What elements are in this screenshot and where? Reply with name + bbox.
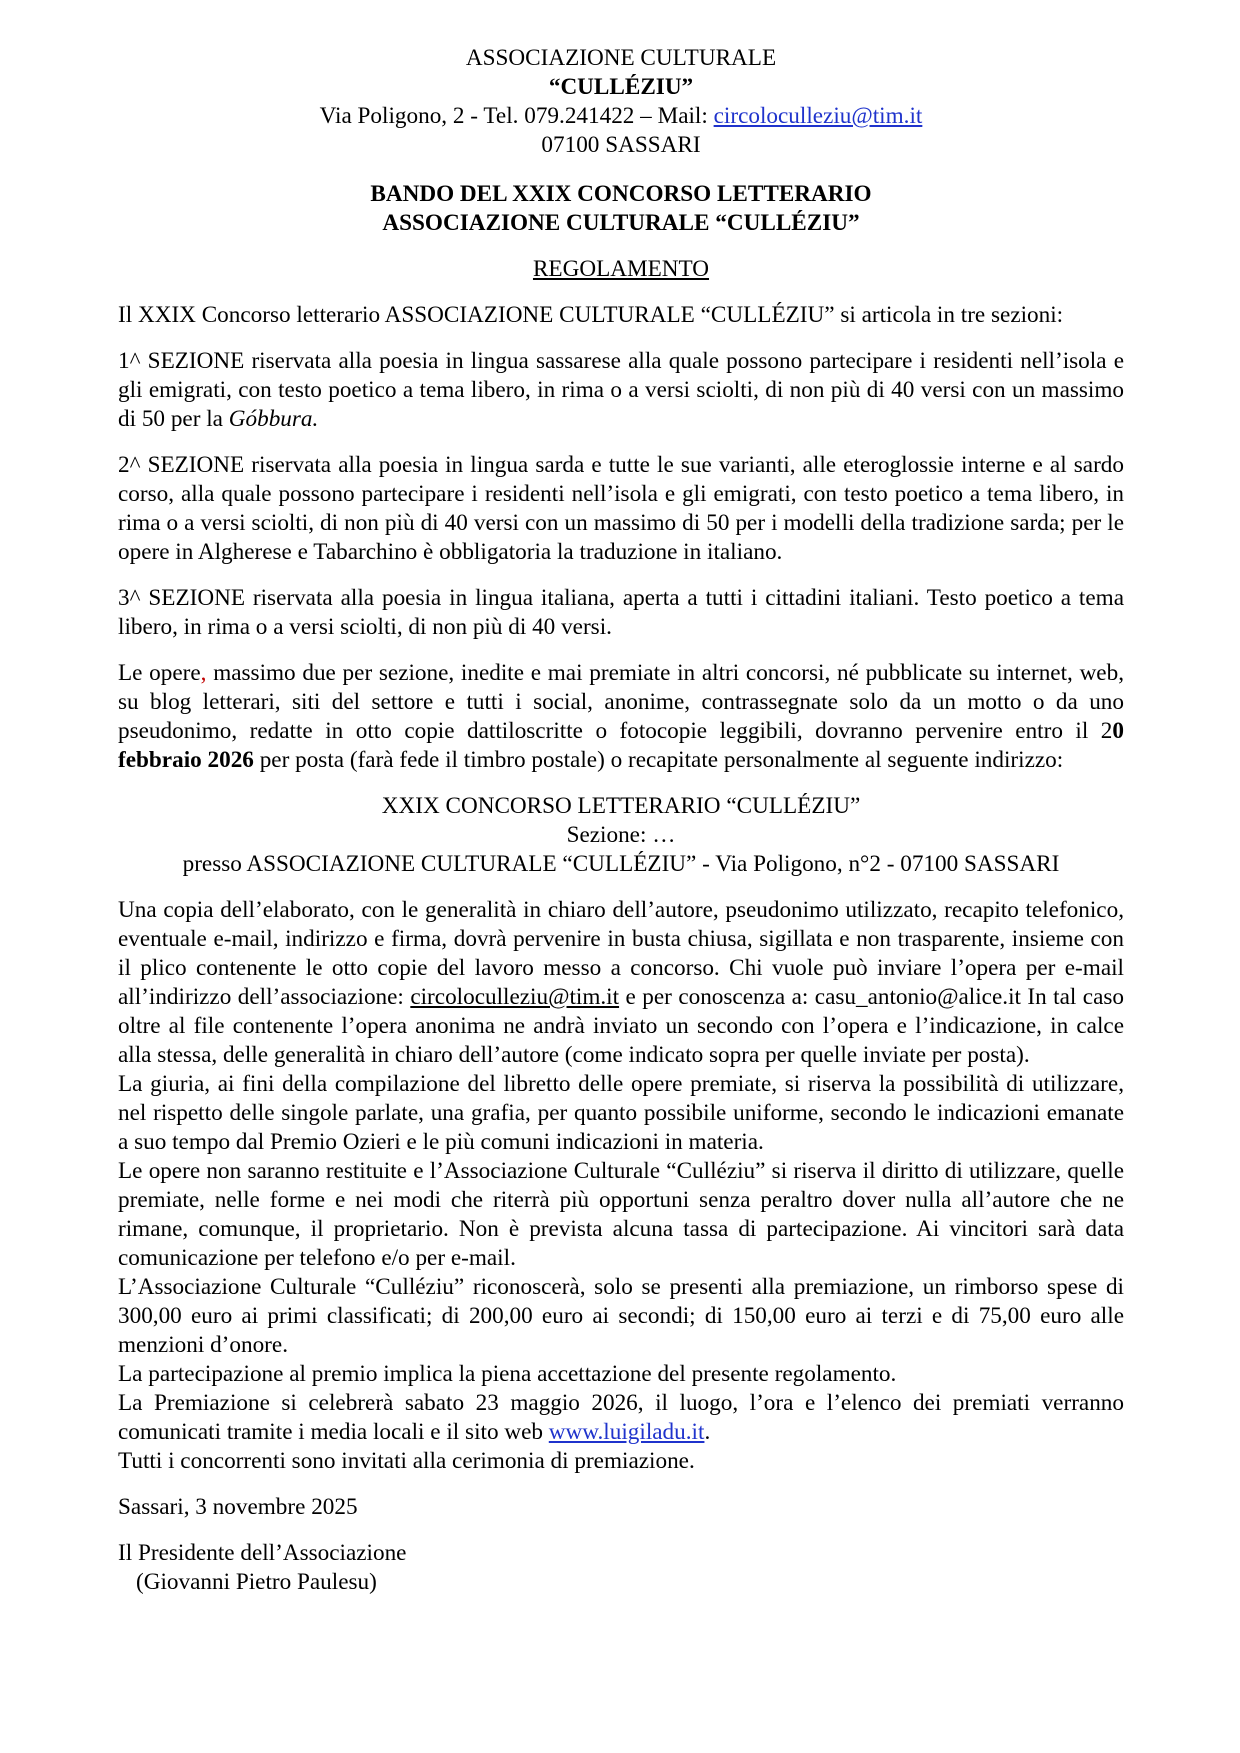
address-line-1: XXIX CONCORSO LETTERARIO “CULLÉZIU” <box>381 793 861 819</box>
red-comma: , <box>200 660 207 686</box>
ceremony-paragraph <box>118 1389 1124 1447</box>
place-date: Sassari, 3 novembre 2025 <box>118 1494 358 1520</box>
signature-name: (Giovanni Pietro Paulesu) <box>136 1569 377 1595</box>
signature-role: Il Presidente dell’Associazione <box>118 1540 407 1566</box>
title-line-2: ASSOCIAZIONE CULTURALE “CULLÉZIU” <box>382 210 860 236</box>
letterhead <box>118 44 1124 160</box>
submission-text-b: massimo due per sezione, inedite e mai premiate in altri concorsi, né pubblicate su internet, web, su blog letterari, siti del settore e tutti i social, anonime, contrassegnate solo da un motto o da uno pseudonimo, redatte in otto copie dattiloscritte o fotocopie leggibili, dovranno pervenire entro il 2 <box>118 660 1124 744</box>
section-2-paragraph: 2^ SEZIONE riservata alla poesia in lingua sarda e tutte le sue varianti, alle eteroglossie interne e al sardo corso, alla quale possono partecipare i residenti nell’isola e gli emigrati, con testo poetico a tema libero, in rima o a versi sciolti, di non più di 40 versi con un massimo di 50 per i modelli della tradizione sarda; per le opere in Algherese e Tabarchino è obbligatoria la traduzione in italiano. <box>118 452 1124 565</box>
intro-paragraph: Il XXIX Concorso letterario ASSOCIAZIONE CULTURALE “CULLÉZIU” si articola in tre sezioni: <box>118 302 1064 328</box>
section-1-text: 1^ SEZIONE riservata alla poesia in lingua sassarese alla quale possono partecipare i residenti nell’isola e gli emigrati, con testo poetico a tema libero, in rima o a versi sciolti, di non più di 40 versi con un massimo di 50 per la <box>118 348 1124 432</box>
jury-paragraph: La giuria, ai fini della compilazione del libretto delle opere premiate, si riserva la possibilità di utilizzare, nel rispetto delle singole parlate, una grafia, per quanto possibile uniforme, secondo le indicazioni emanate a suo tempo dal Premio Ozieri e le più comuni indicazioni in materia. <box>118 1071 1124 1155</box>
gobbura-term: Góbbura. <box>228 406 319 432</box>
website-link[interactable]: www.luigiladu.it <box>548 1419 705 1445</box>
association-email-link[interactable]: circoloculleziu@tim.it <box>410 984 620 1010</box>
contact-line <box>118 102 1124 131</box>
org-name: “CULLÉZIU” <box>548 74 694 100</box>
copy-text-b: e per conoscenza a: casu_antonio@alice.it In tal caso oltre al file contenente l’opera anonima ne andrà inviato un secondo con l’opera e l’indicazione, in calce alla stessa, delle generalità in chiaro dell’autore (come indicato sopra per quelle inviate per posta). <box>118 984 1124 1068</box>
email-link[interactable]: circoloculleziu@tim.it <box>713 103 923 129</box>
section-3-paragraph: 3^ SEZIONE riservata alla poesia in lingua italiana, aperta a tutti i cittadini italiani. Testo poetico a tema libero, in rima o a versi sciolti, di non più di 40 versi. <box>118 585 1124 640</box>
section-1-paragraph <box>118 347 1124 434</box>
copy-paragraph <box>118 896 1124 1070</box>
submission-text-a: Le opere <box>118 660 201 686</box>
reimbursement-paragraph: L’Associazione Culturale “Culléziu” riconoscerà, solo se presenti alla premiazione, un rimborso spese di 300,00 euro ai primi classificati; di 200,00 euro ai secondi; di 150,00 euro ai terzi e di 75,00 euro alle menzioni d’onore. <box>118 1274 1124 1358</box>
address-line-2: Sezione: … <box>566 822 676 848</box>
address-line-3: presso ASSOCIAZIONE CULTURALE “CULLÉZIU” - Via Poligono, n°2 - 07100 SASSARI <box>182 851 1060 877</box>
regolamento-text: REGOLAMENTO <box>532 256 710 282</box>
acceptance-paragraph: La partecipazione al premio implica la piena accettazione del presente regolamento. <box>118 1361 897 1387</box>
submission-text-c: per posta (farà fede il timbro postale) o recapitate personalmente al seguente indirizzo: <box>253 747 1064 773</box>
invitation-paragraph: Tutti i concorrenti sono invitati alla cerimonia di premiazione. <box>118 1448 695 1474</box>
rights-paragraph: Le opere non saranno restituite e l’Associazione Culturale “Culléziu” si riserva il diritto di utilizzare, quelle premiate, nelle forme e nei modi che riterrà più opportuni senza peraltro dover nulla all’autore che ne rimane, comunque, il proprietario. Non è prevista alcuna tassa di partecipazione. Ai vincitori sarà data comunicazione per telefono e/o per e-mail. <box>118 1158 1124 1271</box>
bando-title <box>118 180 1124 238</box>
title-line-1: BANDO DEL XXIX CONCORSO LETTERARIO <box>370 181 872 207</box>
org-line: ASSOCIAZIONE CULTURALE <box>465 45 777 71</box>
city-line: 07100 SASSARI <box>541 132 701 158</box>
copy-text-a: Una copia dell’elaborato, con le generalità in chiaro dell’autore, pseudonimo utilizzato, recapito telefonico, eventuale e-mail, indirizzo e firma, dovrà pervenire in busta chiusa, sigillata e non trasparente, insieme con il plico contenente le otto copie del lavoro messo a concorso. Chi vuole può inviare l’opera per e-mail all’indirizzo dell’associazione: <box>118 897 1124 1010</box>
ceremony-text-a: La Premiazione si celebrerà sabato 23 maggio 2026, il luogo, l’ora e l’elenco dei premiati verranno comunicati tramite i media locali e il sito web <box>118 1390 1124 1445</box>
document-page <box>118 44 1124 1597</box>
submission-paragraph <box>118 659 1124 775</box>
address-text: Via Poligono, 2 - Tel. 079.241422 – Mail: <box>319 103 714 129</box>
deadline-date: 0 febbraio 2026 <box>118 718 1124 773</box>
ceremony-text-b: . <box>704 1419 711 1445</box>
mailing-address <box>118 792 1124 879</box>
regolamento-heading <box>118 255 1124 284</box>
